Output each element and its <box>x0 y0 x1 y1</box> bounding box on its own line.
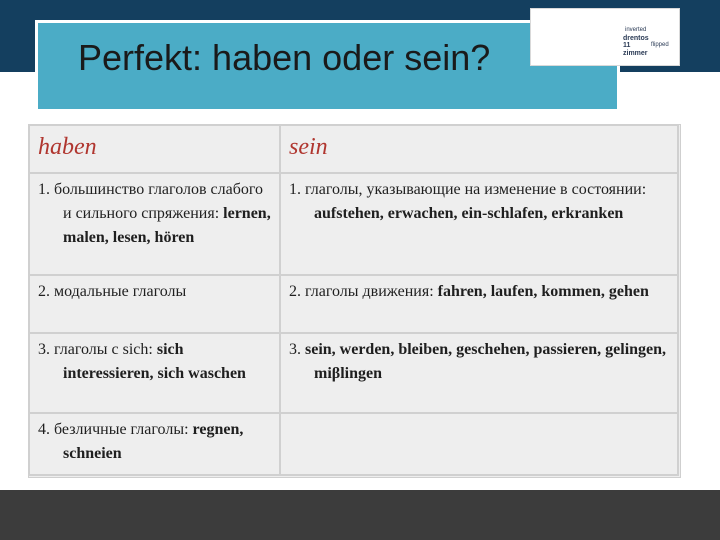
cell-sein-1 <box>280 173 678 275</box>
cell-sein-2 <box>280 275 678 333</box>
cell-examples: fahren, laufen, kommen, gehen <box>437 283 649 300</box>
logo-line-inverted: inverted <box>625 27 647 33</box>
logo <box>530 8 680 66</box>
cell-text: 2. глаголы движения: <box>289 283 438 300</box>
logo-line-flipped: flipped <box>651 42 669 48</box>
cell-examples: regnen, schneien <box>63 421 244 462</box>
cell-text: 1. глаголы, указывающие на изменение в состоянии: <box>289 181 647 198</box>
cell-haben-1 <box>29 173 280 275</box>
logo-line-11: 11 <box>623 42 631 49</box>
table-row <box>29 333 678 413</box>
cell-examples: sein, werden, bleiben, geschehen, passieren, gelingen, miβlingen <box>305 341 667 382</box>
logo-line-drentos: drentos <box>623 35 649 42</box>
cell-sein-4 <box>280 413 678 475</box>
cell-haben-4 <box>29 413 280 475</box>
bottom-band <box>0 490 720 540</box>
table-row <box>29 275 678 333</box>
logo-line-zimmer: zimmer <box>623 50 648 57</box>
cell-haben-3 <box>29 333 280 413</box>
cell-text: 4. безличные глаголы: <box>38 421 193 438</box>
cell-examples: lernen, malen, lesen, hören <box>63 205 271 246</box>
verb-table <box>28 124 679 476</box>
table-header-row <box>29 125 678 173</box>
table-row <box>29 173 678 275</box>
cell-sein-3 <box>280 333 678 413</box>
cell-text: 2. модальные глаголы <box>38 283 187 300</box>
cell-examples: sich interessieren, sich waschen <box>63 341 246 382</box>
slide-title: Perfekt: haben oder sein? <box>78 37 491 78</box>
table-row <box>29 413 678 475</box>
cell-text: 1. большинство глаголов слабого и сильного спряжения: <box>38 181 264 222</box>
cell-examples: aufstehen, erwachen, ein-schlafen, erkranken <box>314 205 624 222</box>
cell-text: 3. глаголы с sich: <box>38 341 157 358</box>
cell-haben-2 <box>29 275 280 333</box>
header-haben: haben <box>29 125 280 173</box>
cell-text: 3. <box>289 341 305 358</box>
header-sein: sein <box>280 125 678 173</box>
